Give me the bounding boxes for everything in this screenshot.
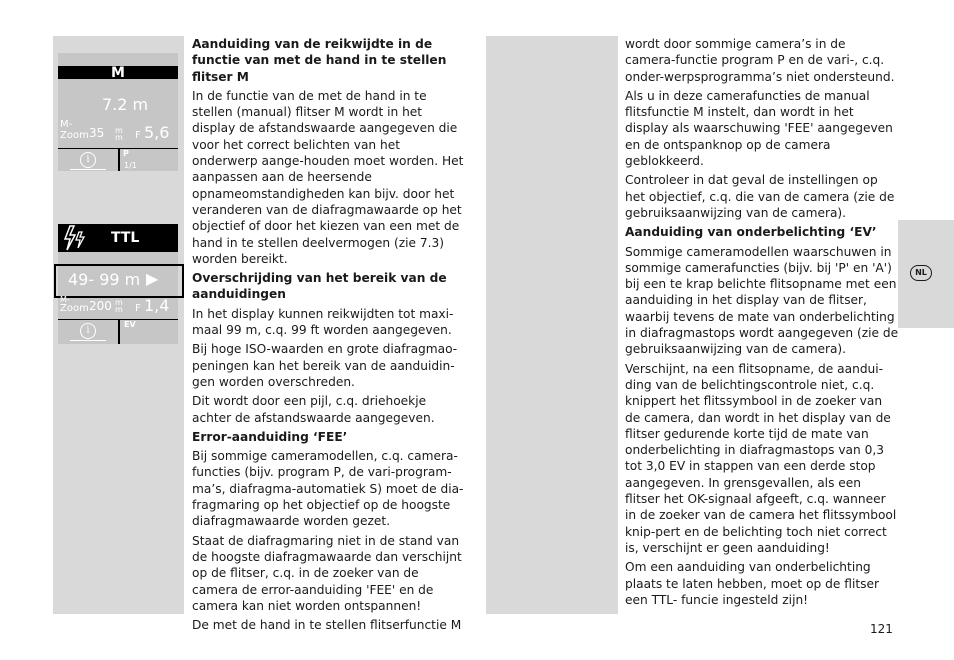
zoom-unit-bottom: m <box>115 133 123 142</box>
info-icon: i <box>80 152 96 168</box>
paragraph: In de functie van de met de hand in te stellen (manual) flitser M wordt in het display de afstandswaarde aangegeven die voor het correct belichten van het onderwerp aange-houden moet worden. Het aanpassen aan de heersende opnameomstandigheden kan bijv. door het veranderen van de diafragmawaarde op het objectief of door het kiezen van een met de hand in te stellen deelvermogen (zie 7.3) worden bereikt. <box>192 88 464 266</box>
zoom-unit-top: m <box>115 126 123 135</box>
mode-cell <box>120 149 178 171</box>
ev-cell <box>120 320 178 344</box>
heading-underexposure-ev: Aanduiding van onderbelichting ‘EV’ <box>625 225 877 240</box>
paragraph: Dit wordt door een pijl, c.q. driehoekje achter de afstandswaarde aangegeven. <box>192 394 435 425</box>
f-label: F <box>135 303 141 314</box>
paragraph: Om een aanduiding van onderbelichting plaats te laten hebben, moet op de flitser een TTL- funcie ingesteld zijn! <box>625 560 879 607</box>
paragraph: Staat de diafragmaring niet in de stand van de hoogste diafragmawaarde dan verschijnt op de flitser, c.q. in de zoeker van de camera de error-aanduiding 'FEE' en de camera kan niet worden ontspannen! <box>192 533 462 613</box>
ratio-label: 1/1 <box>124 161 137 170</box>
display-manual <box>58 53 178 171</box>
p-label: P <box>123 149 129 158</box>
paragraph: Bij hoge ISO-waarden en grote diafragmao-peningen kan het bereik van de aanduidin-gen worden overschreden. <box>192 342 458 389</box>
distance-value: 7.2 m <box>102 95 149 114</box>
paragraph: Bij sommige cameramodellen, c.q. camera-functies (bijv. program P, de vari-program-ma’s, diafragma-automatiek S) moet de dia-fragmaring op het objectief op de hoogste diafragmawaarde worden gezet. <box>192 449 464 529</box>
paragraph: wordt door sommige camera’s in de camera-functie program P en de vari-, c.q. onder-werpsprogramma’s niet ondersteund. <box>625 37 895 84</box>
zoom-label-2: Zoom <box>60 303 89 314</box>
mode-label: M <box>58 66 178 79</box>
paragraph: In het display kunnen reikwijdten tot maxi-maal 99 m, c.q. 99 ft worden aangegeven. <box>192 306 454 338</box>
ev-label: EV <box>124 320 136 329</box>
f-value: 1,4 <box>144 296 170 315</box>
zoom-value: 35 <box>89 126 105 140</box>
f-label: F <box>135 130 141 141</box>
paragraph: Controleer in dat geval de instellingen op het objectief, c.q. die van de camera (zie de gebruiksaanwijzing van de camera). <box>625 173 895 220</box>
zoom-unit-top: m <box>115 298 123 307</box>
flash-icon <box>61 224 87 252</box>
mode-label: TTL <box>111 230 140 246</box>
range-arrow: ▶ <box>146 269 159 288</box>
column-2 <box>625 36 899 611</box>
page-number: 121 <box>870 622 893 636</box>
paragraph: Sommige cameramodellen waarschuwen in sommige camerafuncties (bijv. bij 'P' en 'A') bij een te krap belichte flitsopname met een aanduiding in het display van de flitser, waarbij tevens de mate van onderbelichting in diafragmastops wordt aangegeven (zie de gebruiksaanwijzing van de camera). <box>625 244 899 357</box>
column-1 <box>192 36 468 636</box>
display-bottom-bar <box>58 148 178 171</box>
zoom-label-1: M- <box>60 295 70 304</box>
display-ttl <box>58 224 178 344</box>
info-icon: i <box>80 323 96 339</box>
range-value: 49- 99 m <box>68 270 141 289</box>
paragraph: Verschijnt, na een flitsopname, de aandui-ding van de belichtingscontrole niet, c.q. knippert het flitssymbool in de zoeker van de camera, dan wordt in het display van de flitser gedurende korte tijd de mate van onderbelichting in diafragmastops van 0,3 tot 3,0 EV in stappen van een derde stop aangegeven. In grensgevallen, als een flitser het OK-signaal afgeeft, c.q. wanneer in de zoeker van de camera het flitssymbool knip-pert en de belichting toch niet correct is, verschijnt er geen aanduiding! <box>625 361 897 555</box>
zoom-unit-bottom: m <box>115 305 123 314</box>
mode-bar <box>58 224 178 252</box>
info-underline <box>70 340 106 341</box>
zoom-label-1: M- <box>60 119 73 130</box>
middle-sidebar <box>486 36 618 614</box>
info-underline <box>70 169 106 170</box>
zoom-value: 200 <box>89 299 112 313</box>
language-badge: NL <box>910 265 932 281</box>
info-cell <box>58 320 120 344</box>
heading-error-fee: Error-aanduiding ‘FEE’ <box>192 429 348 444</box>
heading-range-overflow: Overschrijding van het bereik van de aanduidingen <box>192 271 447 302</box>
info-cell <box>58 149 120 171</box>
heading-range-manual: Aanduiding van de reikwijdte in de functie van met de hand in te stellen flitser M <box>192 37 447 84</box>
paragraph: Als u in deze camerafuncties de manual flitsfunctie M instelt, dan wordt in het display als waarschuwing 'FEE' aangegeven en de ontspanknop op de camera geblokkeerd. <box>625 88 893 169</box>
f-value: 5,6 <box>144 123 170 142</box>
language-tab <box>898 220 954 328</box>
display-bottom-bar <box>58 319 178 344</box>
range-box <box>54 264 184 298</box>
zoom-label-2: Zoom <box>60 130 89 141</box>
paragraph: De met de hand in te stellen flitserfunctie M <box>192 618 462 633</box>
